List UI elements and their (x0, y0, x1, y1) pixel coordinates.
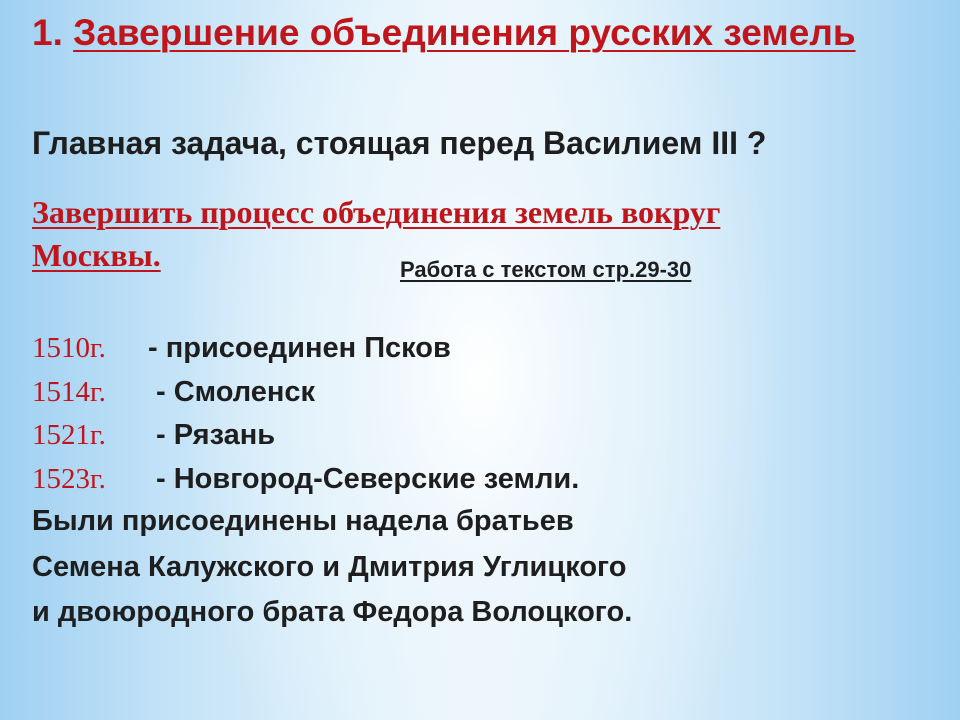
annexed-line: Были присоединены надела братьев (32, 505, 574, 537)
timeline-year: 1521г. (32, 419, 106, 451)
timeline-item (32, 327, 579, 371)
annexed-line: Семена Калужского и Дмитрия Углицкого (32, 550, 627, 583)
timeline-year: 1510г. (32, 332, 106, 364)
annexed-lands-text (32, 499, 632, 636)
timeline-item (32, 458, 579, 502)
textbook-reference: Работа с текстом стр.29-30 (400, 257, 692, 282)
title-number: 1. (32, 12, 74, 53)
title-text: Завершение объединения русских земель (73, 12, 856, 53)
timeline-text: - Новгород-Северские земли. (156, 462, 580, 495)
answer-line: Москвы. (32, 237, 161, 274)
timeline-text: - Смоленск (156, 375, 316, 408)
timeline-item (32, 414, 579, 458)
timeline-year: 1514г. (32, 375, 106, 408)
timeline-text: - Рязань (156, 419, 276, 451)
answer-line: Завершить процесс объединения земель вокруг (32, 194, 721, 230)
annexed-line: и двоюродного брата Федора Волоцкого. (32, 596, 633, 628)
annexation-timeline (32, 327, 579, 501)
timeline-text: - присоединен Псков (148, 332, 451, 364)
timeline-item (32, 371, 579, 415)
slide-title (32, 12, 856, 55)
timeline-year: 1523г. (32, 462, 106, 495)
main-question: Главная задача, стоящая перед Василием III ? (32, 125, 767, 161)
